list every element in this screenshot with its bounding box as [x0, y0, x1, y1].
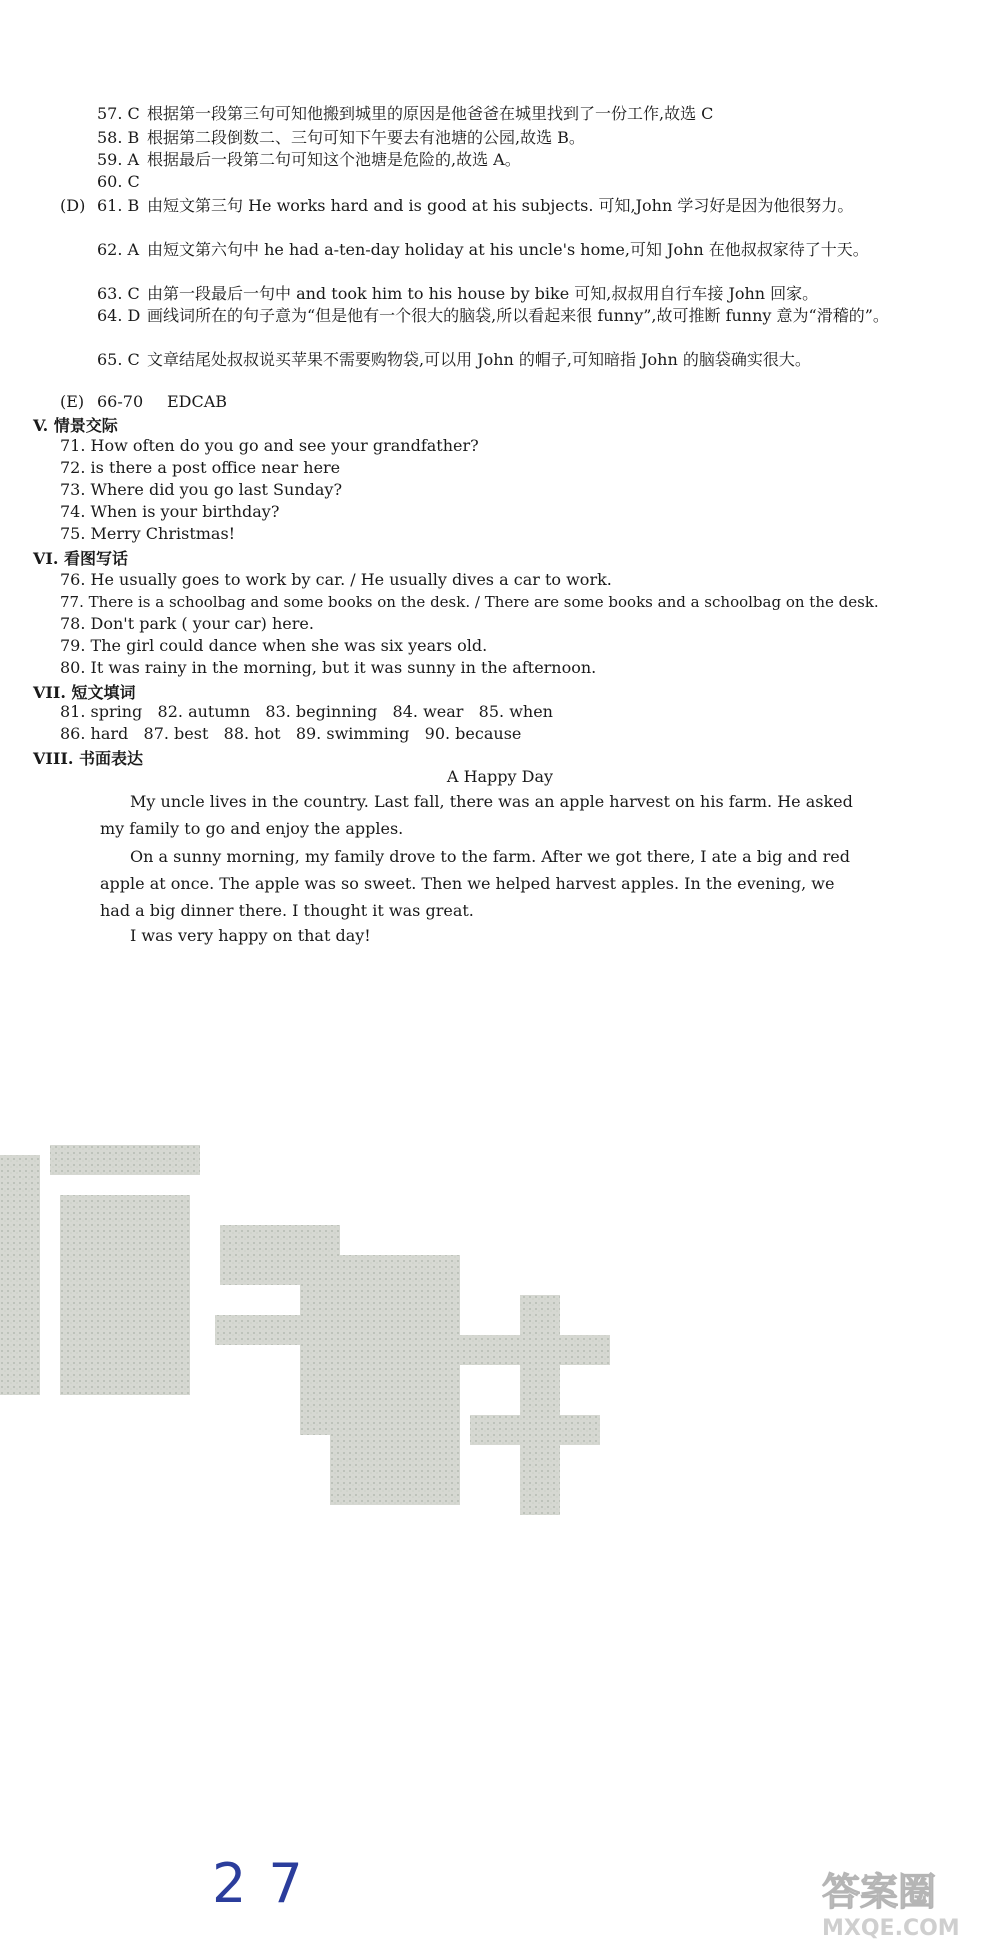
answers-81-85: 81. spring 82. autumn 83. beginning 84. wear 85. when [60, 702, 553, 721]
answer-65: 65. C 文章结尾处叔叔说买苹果不需要购物袋,可以用 John 的帽子,可知暗指 John 的脑袋确实很大。 [97, 350, 811, 369]
handwritten-page-number: 27 [212, 1852, 325, 1915]
section-vii-heading: VII. 短文填词 [33, 683, 136, 702]
answer-75: 75. Merry Christmas! [60, 524, 236, 543]
answer-64: 64. D 画线词所在的句子意为“但是他有一个很大的脑袋,所以看起来很 funny”,故可推断 funny 意为“滑稽的”。 [97, 306, 889, 325]
answer-71: 71. How often do you go and see your grandfather? [60, 436, 479, 455]
answer-63: 63. C 由第一段最后一句中 and took him to his house by bike 可知,叔叔用自行车接 John 回家。 [97, 284, 819, 303]
section-e-label: (E) [60, 392, 85, 411]
answer-57: 57. C 根据第一段第三句可知他搬到城里的原因是他爸爸在城里找到了一份工作,故选 C [97, 104, 714, 123]
essay-paragraph-3: I was very happy on that day! [130, 926, 371, 945]
watermark-image [0, 1115, 620, 1535]
answer-58: 58. B 根据第二段倒数二、三句可知下午要去有池塘的公园,故选 B。 [97, 128, 585, 147]
essay-title: A Happy Day [446, 767, 554, 786]
answer-60: 60. C [97, 172, 140, 191]
answer-74: 74. When is your birthday? [60, 502, 280, 521]
answer-61: (D) 61. B 由短文第三句 He works hard and is good at his subjects. 可知,John 学习好是因为他很努力。 [60, 196, 854, 215]
answer-77: 77. There is a schoolbag and some books on the desk. / There are some books and a schoolbag on the desk. [60, 593, 879, 611]
answer-73: 73. Where did you go last Sunday? [60, 480, 343, 499]
answer-62: 62. A 由短文第六句中 he had a-ten-day holiday at his uncle's home,可知 John 在他叔叔家待了十天。 [97, 240, 869, 259]
svg-text:答案圈: 答案圈 [822, 1870, 937, 1914]
answer-66-70: (E) 66-70 EDCAB [60, 392, 228, 411]
section-v-heading: V. 情景交际 [33, 416, 118, 435]
answer-59: 59. A 根据最后一段第二句可知这个池塘是危险的,故选 A。 [97, 150, 521, 169]
answer-72: 72. is there a post office near here [60, 458, 341, 477]
answer-80: 80. It was rainy in the morning, but it was sunny in the afternoon. [60, 658, 597, 677]
answer-78: 78. Don't park ( your car) here. [60, 614, 314, 633]
answer-76: 76. He usually goes to work by car. / He usually dives a car to work. [60, 570, 612, 589]
section-viii-heading: VIII. 书面表达 [33, 749, 144, 768]
section-d-label: (D) [60, 196, 86, 215]
answer-79: 79. The girl could dance when she was six years old. [60, 636, 488, 655]
answers-86-90: 86. hard 87. best 88. hot 89. swimming 90. because [60, 724, 522, 743]
site-logo [812, 1860, 1000, 1940]
section-vi-heading: VI. 看图写话 [33, 549, 129, 568]
svg-text:MXQE.COM: MXQE.COM [822, 1916, 960, 1940]
essay-paragraph-2: On a sunny morning, my family drove to the farm. After we got there, I ate a big and red apple at once. The apple was so sweet. Then we helped harvest apples. In the evening, we had a big dinner there. I thought it was great. [100, 847, 851, 920]
essay-paragraph-1: My uncle lives in the country. Last fall, there was an apple harvest on his farm. He asked my family to go and enjoy the apples. [100, 792, 853, 838]
